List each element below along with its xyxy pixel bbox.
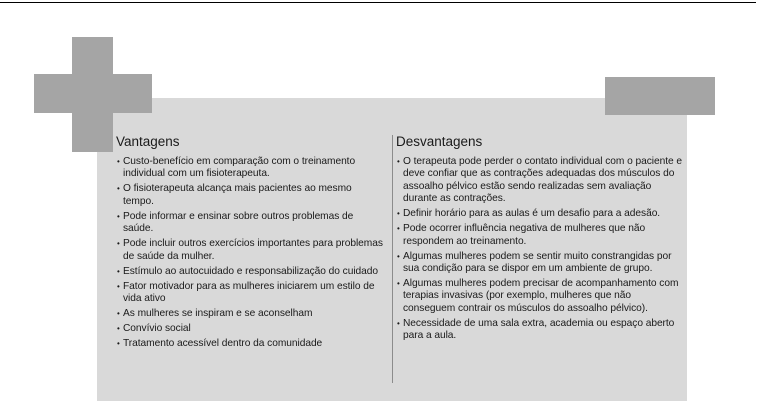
disadvantage-item [396,223,686,248]
advantage-text: O fisioterapeuta alcança mais pacientes ao mesmo tempo. [123,183,352,207]
bullet-icon: • [117,266,120,276]
bullet-icon: • [117,184,120,194]
bullet-icon: • [117,157,120,166]
disadvantage-text: Pode ocorrer influência negativa de mulheres que não respondem ao treinamento. [403,223,646,247]
disadvantage-item [396,318,686,343]
bullet-icon: • [397,318,400,328]
disadvantage-text: Algumas mulheres podem precisar de acompanhamento com terapias invasivas (por exemplo, mulheres que não conseguem contrair os músculos do assoalho pélvico). [403,278,679,314]
advantages-heading: Vantagens [116,134,180,149]
disadvantage-item [396,156,686,206]
disadvantage-item [396,208,686,220]
disadvantage-text: Definir horário para as aulas é um desafio para a adesão. [403,208,661,220]
bullet-icon: • [397,157,400,166]
bullet-icon: • [397,224,400,234]
advantage-item [116,211,384,236]
disadvantage-item [396,278,686,315]
advantage-item [116,281,384,306]
bullet-icon: • [397,209,400,219]
advantages-list [116,156,384,350]
advantage-item [116,338,384,350]
advantage-item [116,266,384,278]
column-divider [392,135,393,383]
advantage-text: Pode informar e ensinar sobre outros problemas de saúde. [123,210,354,235]
advantages-column [116,134,384,353]
disadvantages-heading: Desvantagens [396,134,483,149]
bullet-icon: • [397,279,400,289]
advantage-text: Custo-benefício em comparação com o treinamento individual com um fisioterapeuta. [123,156,356,180]
bullet-icon: • [117,211,120,221]
advantage-text: Estímulo ao autocuidado e responsabilização do cuidado [123,265,378,277]
advantage-item [116,308,384,320]
advantage-item [116,156,384,181]
advantage-item [116,183,384,208]
bullet-icon: • [117,281,120,291]
advantage-item [116,323,384,335]
advantage-item [116,238,384,263]
advantage-text: Tratamento acessível dentro da comunidade [123,338,323,350]
top-rule [0,2,756,3]
disadvantage-item [396,251,686,276]
disadvantages-column [396,134,686,345]
advantage-text: Pode incluir outros exercícios importantes para problemas de saúde da mulher. [123,238,383,262]
disadvantage-text: O terapeuta pode perder o contato individual com o paciente e deve confiar que as contrações adequadas dos músculos do assoalho pélvico estão sendo realizadas sem avaliação durante as contrações. [403,156,682,205]
advantage-text: As mulheres se inspiram e se aconselham [123,308,313,320]
disadvantage-text: Necessidade de uma sala extra, academia ou espaço aberto para a aula. [403,317,675,342]
advantage-text: Convívio social [123,323,191,335]
advantage-text: Fator motivador para as mulheres iniciarem um estilo de vida ativo [123,280,375,305]
bullet-icon: • [397,251,400,261]
plus-icon-horizontal-bar [34,74,152,113]
bullet-icon: • [117,309,120,319]
bullet-icon: • [117,239,120,249]
bullet-icon: • [117,339,120,349]
minus-icon [605,77,715,115]
bullet-icon: • [117,324,120,334]
disadvantage-text: Algumas mulheres podem se sentir muito constrangidas por sua condição para se dispor em um ambiente de grupo. [403,250,672,275]
disadvantages-list [396,156,686,343]
